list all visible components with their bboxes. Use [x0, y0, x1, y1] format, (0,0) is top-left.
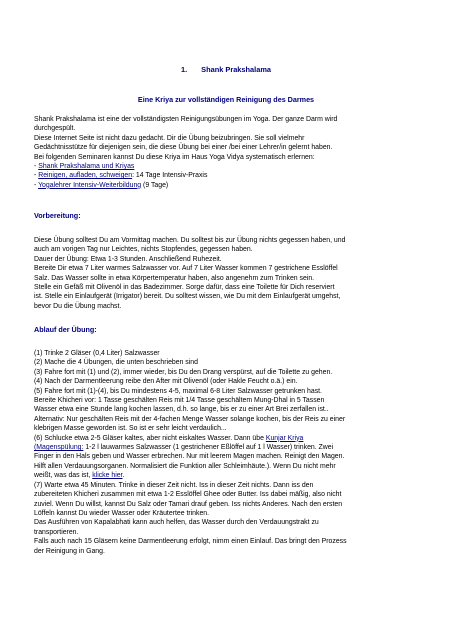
text-line: Stelle ein Gefäß mit Olivenöl in das Badezimmer. Sorge dafür, dass eine Toilette für Dich reserviert	[34, 284, 335, 292]
text-line: Salz. Das Wasser sollte in etwa Körpertemperatur haben, also angenehm zum Trinken sein.	[34, 274, 315, 282]
title-number: 1.	[180, 65, 188, 74]
seminar-item	[34, 171, 337, 180]
text-line: Diese Internet Seite ist nicht dazu gedacht. Dir die Übung beizubringen. Sie soll vielmehr	[34, 134, 305, 142]
seminar-suffix: (9 Tage)	[141, 181, 169, 189]
text-line: ist. Stelle ein Einlaufgerät (Irrigator) bereit. Du solltest wissen, wie Du mit dem Einlaufgerät umgehst,	[34, 293, 341, 301]
kunjar-kriya-link[interactable]: Kunjar Kriya	[265, 434, 304, 442]
text-line: transportieren.	[34, 528, 79, 536]
page-subtitle: Eine Kriya zur vollständigen Reinigung des Darmes	[137, 95, 315, 104]
text-line: auch am vorigen Tag nur Leichtes, nichts Stopfendes, gegessen haben.	[34, 246, 253, 254]
bullet: -	[34, 172, 39, 180]
text-line: klebrigen Masse geworden ist. So ist er sehr leicht verdaulich...	[34, 425, 227, 433]
text-line: (2) Mache die 4 Übungen, die unten beschrieben sind	[34, 359, 198, 367]
bullet: -	[34, 163, 39, 171]
text-line: durchgespült.	[34, 125, 76, 133]
text-line: Dauer der Übung: Etwa 1-3 Stunden. Anschließend Ruhezeit.	[34, 255, 222, 263]
magenspuelung-link[interactable]: (Magenspülung:	[34, 444, 84, 452]
klicke-hier-link[interactable]: klicke hier	[92, 472, 123, 480]
text-line: Falls auch nach 15 Gläsern keine Darmentleerung erfolgt, nimm einen Einlauf. Das bringt den Prozess	[34, 538, 347, 546]
text-line: Gedächtnisstütze für diejenigen sein, die diese Übung bei einer /bei einer Lehrer/in gelernt haben.	[34, 144, 333, 152]
text-line: bevor Du die Übung machst.	[34, 302, 122, 310]
text-line: (5) Fahre fort mit (1)-(4), bis Du mindestens 4-5, maximal 6-8 Liter Salzwasser getrunken hast.	[34, 387, 322, 395]
heading-ablauf: Ablauf der Übung:	[34, 325, 97, 334]
step-6-text: weißt, was das ist,	[34, 472, 93, 480]
text-line: Löffeln kannst Du wieder Wasser oder Kräutertee trinken.	[34, 509, 210, 517]
text-line: zubereiteten Khicheri zusammen mit etwa 1-2 Esslöffel Ghee oder Butter. Iss dabei mäßig, also nicht	[34, 491, 342, 499]
text-line: (3) Fahre fort mit (1) und (2), immer wieder, bis Du den Drang verspürst, auf die Toilette zu gehen.	[34, 368, 333, 376]
step-6-line	[34, 471, 347, 480]
seminar-link-shank-prakshalama[interactable]: Shank Prakshalama und Kriyas	[38, 163, 135, 171]
text-line: Bereite Dir etwa 7 Liter warmes Salzwasser vor. Auf 7 Liter Wasser kommen 7 gestrichene Esslöffel	[34, 265, 338, 273]
page-title	[0, 65, 452, 74]
text-line: Bereite Khicheri vor: 1 Tasse geschälten Reis mit 1/4 Tasse geschältem Mung-Dhal in 5 Tassen	[34, 397, 325, 405]
step-6-line	[34, 443, 347, 452]
ablauf-steps	[34, 349, 347, 556]
text-line: (1) Trinke 2 Gläser (0,4 Liter) Salzwasser	[34, 350, 160, 357]
step-6-text: (6) Schlucke etwa 2-5 Gläser kaltes, aber nicht eiskaltes Wasser. Dann übe	[34, 434, 266, 442]
heading-vorbereitung: Vorbereitung:	[34, 211, 81, 220]
step-6-line	[34, 434, 347, 443]
text-line: Shank Prakshalama ist eine der vollständigsten Reinigungsübungen im Yoga. Der ganze Darm wird	[34, 116, 338, 123]
intro-paragraph	[34, 115, 337, 190]
text-line: Das Ausführen von Kapalabhati kann auch helfen, das Wasser durch den Verdauungstrakt zu	[34, 519, 319, 527]
text-line: Hilft allen Verdauungsorganen. Normalisiert die Funktion aller Schleimhäute.). Wenn Du nicht mehr	[34, 462, 336, 470]
seminar-item	[34, 162, 337, 171]
seminar-suffix: : 14 Tage Intensiv-Praxis	[132, 172, 208, 180]
text-line: (4) Nach der Darmentleerung reibe den After mit Olivenöl (oder Hakle Feucht o.ä.) ein.	[34, 378, 298, 386]
text-line: der Reinigung in Gang.	[34, 547, 105, 555]
text-line: Diese Übung solltest Du am Vormittag machen. Du solltest bis zur Übung nichts gegessen haben, und	[34, 237, 346, 244]
seminar-link-reinigen[interactable]: Reinigen, aufladen, schweigen	[38, 172, 133, 180]
step-6-text: .	[122, 472, 125, 480]
seminar-link-yogalehrer[interactable]: Yogalehrer Intensiv-Weiterbildung	[38, 181, 142, 189]
text-line: Wasser etwa eine Stunde lang kochen lassen, d.h. so lange, bis er zu einer Art Brei zerfallen ist..	[34, 406, 329, 414]
text-line: zuviel. Wenn Du willst, kannst Du Salz oder Tamari drauf geben. Iss nichts Anderes. Nach den ersten	[34, 500, 343, 508]
seminar-item	[34, 181, 337, 190]
text-line: Alternativ: Nur geschälten Reis mit der 4-fachen Menge Wasser solange kochen, bis der Reis zu einer	[34, 415, 346, 423]
bullet: -	[34, 181, 39, 189]
step-6-text: 1-2 l lauwarmes Salzwasser (1 gestrichener Eßlöffel auf 1 l Wasser) trinken. Zwei	[83, 444, 334, 452]
vorbereitung-paragraph	[34, 236, 345, 311]
text-line: Finger in den Hals geben und Wasser erbrechen. Nur mit leerem Magen machen. Reinigt den Magen.	[34, 453, 345, 461]
text-line: (7) Warte etwa 45 Minuten. Trinke in dieser Zeit nicht. Iss in dieser Zeit nichts. Dann iss den	[34, 481, 314, 489]
text-line: Bei folgenden Seminaren kannst Du diese Kriya im Haus Yoga Vidya systematisch erlernen:	[34, 153, 315, 161]
title-text: Shank Prakshalama	[201, 65, 271, 74]
